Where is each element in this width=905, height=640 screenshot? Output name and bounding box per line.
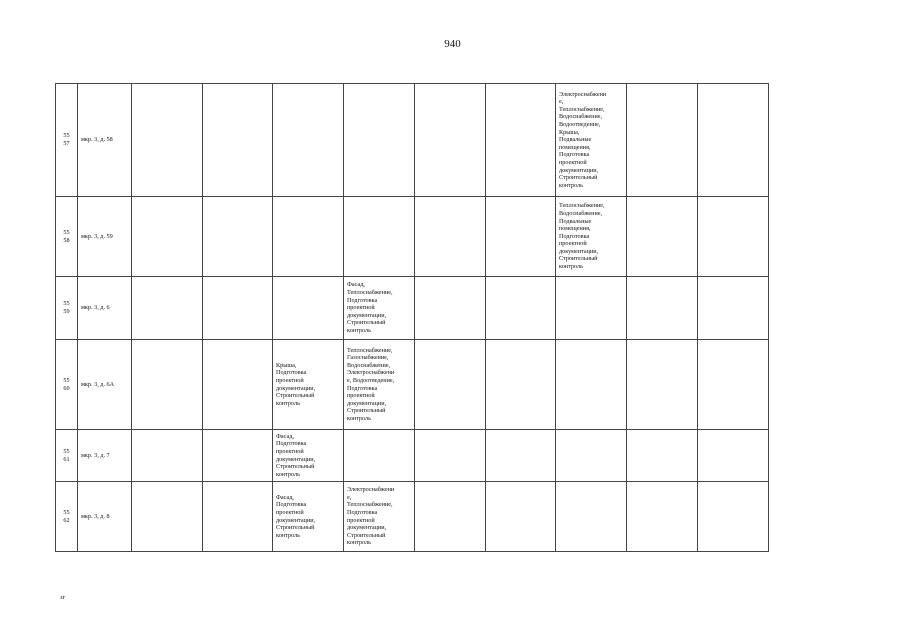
table-cell (344, 84, 415, 197)
table-cell (556, 340, 627, 430)
table-cell (698, 482, 769, 552)
work-types-cell: Фасад, Подготовка проектной документации, Строительный контроль (273, 430, 344, 482)
table-cell (203, 430, 273, 482)
table-cell (698, 84, 769, 197)
table-cell (344, 430, 415, 482)
table-cell (203, 197, 273, 277)
table-cell (203, 277, 273, 340)
table-cell (203, 340, 273, 430)
table-cell (273, 84, 344, 197)
table-cell (698, 430, 769, 482)
row-number: 55 60 (56, 340, 78, 430)
row-address: мкр. 3, д. 59 (78, 197, 132, 277)
table-cell (556, 277, 627, 340)
table-row (56, 340, 840, 430)
table-cell (486, 197, 556, 277)
table-cell (627, 340, 698, 430)
table-cell (627, 197, 698, 277)
table-cell (415, 84, 486, 197)
table-cell (627, 482, 698, 552)
table-cell (698, 340, 769, 430)
table-cell (556, 482, 627, 552)
table-cell (698, 277, 769, 340)
table-row (56, 197, 840, 277)
row-number: 55 58 (56, 197, 78, 277)
row-number: 55 61 (56, 430, 78, 482)
table-cell (415, 197, 486, 277)
work-types-cell: Электроснабжени e, Теплоснабжение, Подготовка проектной документации, Строительный контроль (344, 482, 415, 552)
row-number: 55 57 (56, 84, 78, 197)
table-cell (132, 430, 203, 482)
work-types-cell: Теплоснабжение, Водоснабжение, Подвальные помещения, Подготовка проектной документации, Строительный контроль (556, 197, 627, 277)
table-row (56, 84, 840, 197)
table-row (56, 482, 840, 552)
table-cell (132, 340, 203, 430)
footer-mark: зг (60, 594, 66, 601)
table-cell (486, 277, 556, 340)
table-cell (627, 84, 698, 197)
work-types-cell: Фасад, Теплоснабжение, Подготовка проектной документации, Строительный контроль (344, 277, 415, 340)
table-cell (415, 430, 486, 482)
table-cell (415, 482, 486, 552)
table-cell (344, 197, 415, 277)
row-address: мкр. 3, д. 6А (78, 340, 132, 430)
table-cell (486, 84, 556, 197)
work-types-cell: Фасад, Подготовка проектной документации, Строительный контроль (273, 482, 344, 552)
table-cell (203, 84, 273, 197)
work-types-cell: Электроснабжени e, Теплоснабжение, Водоснабжение, Водоотведение, Крыша, Подвальные помещения, Подготовка проектной документации, Строительный контроль (556, 84, 627, 197)
table-row (56, 430, 840, 482)
table-cell (627, 430, 698, 482)
table-cell (132, 277, 203, 340)
table-cell (486, 340, 556, 430)
work-types-cell: Теплоснабжение, Газоснабжение, Водоснабжение, Электроснабжени e, Водоотведение, Подготовка проектной документации, Строительный контроль (344, 340, 415, 430)
table-cell (415, 277, 486, 340)
table-cell (486, 430, 556, 482)
page-number: 940 (444, 38, 461, 50)
table-cell (132, 84, 203, 197)
row-address: мкр. 3, д. 58 (78, 84, 132, 197)
repair-schedule-table (55, 83, 840, 552)
table-cell (556, 430, 627, 482)
table-cell (627, 277, 698, 340)
work-types-cell: Крыша, Подготовка проектной документации, Строительный контроль (273, 340, 344, 430)
row-number: 55 59 (56, 277, 78, 340)
table-cell (415, 340, 486, 430)
row-address: мкр. 3, д. 8 (78, 482, 132, 552)
table-cell (486, 482, 556, 552)
table-cell (273, 277, 344, 340)
table-cell (698, 197, 769, 277)
table-cell (132, 197, 203, 277)
row-address: мкр. 3, д. 6 (78, 277, 132, 340)
table-cell (132, 482, 203, 552)
table-cell (203, 482, 273, 552)
table-cell (273, 197, 344, 277)
row-number: 55 62 (56, 482, 78, 552)
row-address: мкр. 3, д. 7 (78, 430, 132, 482)
table-row (56, 277, 840, 340)
